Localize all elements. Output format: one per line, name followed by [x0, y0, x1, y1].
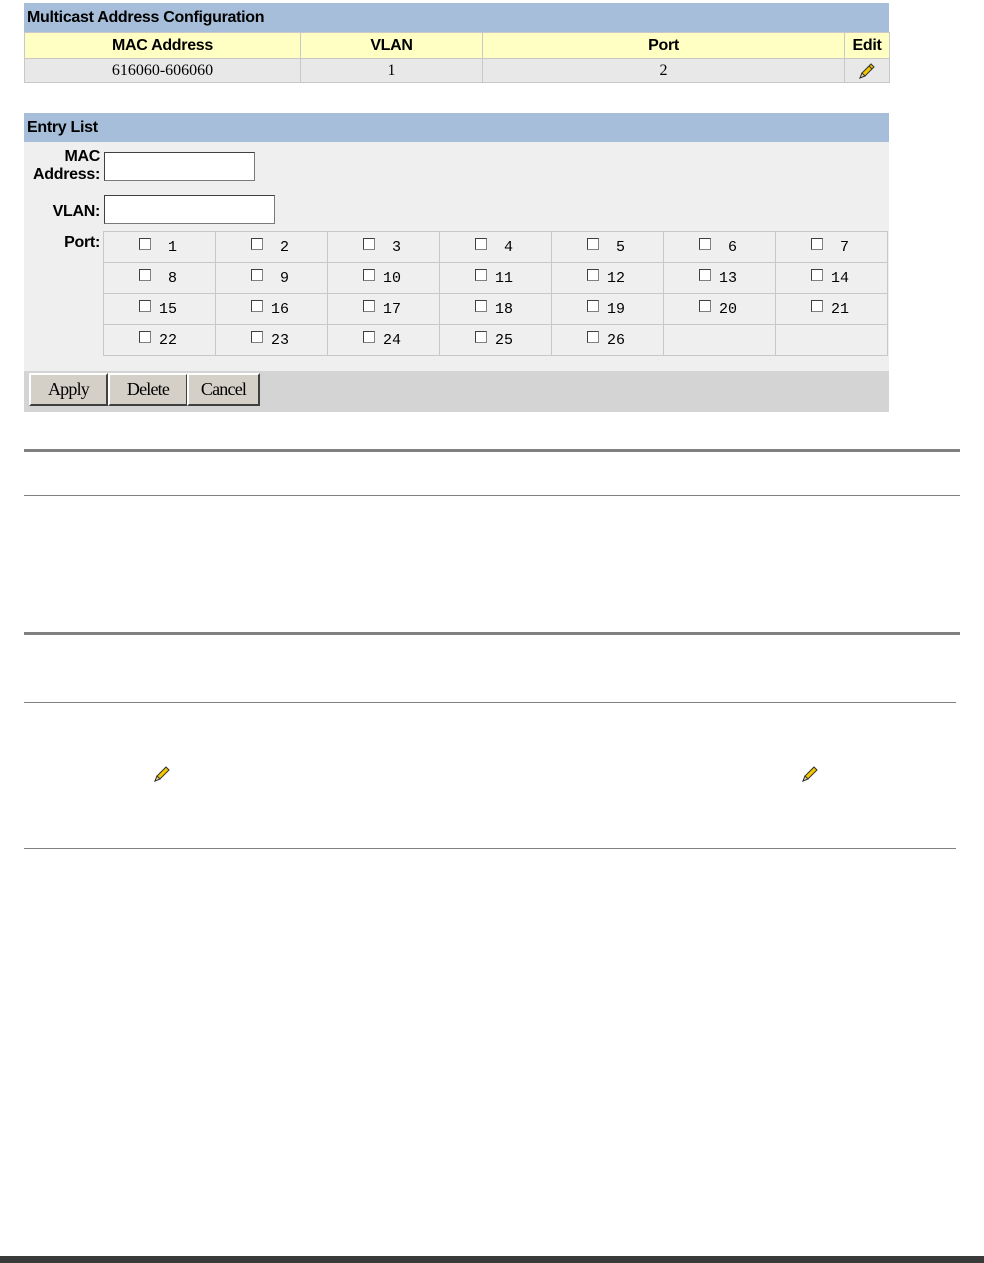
port-cell — [216, 325, 328, 356]
port-number: 15 — [159, 301, 178, 318]
port-cell — [328, 232, 440, 263]
port-number: 17 — [383, 301, 402, 318]
port-number: 21 — [831, 301, 850, 318]
mac-label-line-2: Address: — [33, 166, 100, 183]
port-checkbox[interactable] — [363, 238, 375, 250]
port-checkbox[interactable] — [139, 238, 151, 250]
col-vlan: VLAN — [301, 33, 483, 59]
port-number: 6 — [728, 239, 738, 256]
multicast-table-header — [25, 33, 890, 59]
multicast-config-title: Multicast Address Configuration — [24, 3, 889, 32]
port-number: 1 — [168, 239, 178, 256]
port-row — [104, 294, 888, 325]
entry-list-panel — [24, 113, 889, 412]
apply-button[interactable]: Apply — [29, 373, 108, 406]
port-checkbox[interactable] — [251, 238, 263, 250]
port-checkbox[interactable] — [475, 238, 487, 250]
port-checkbox[interactable] — [699, 238, 711, 250]
port-number: 19 — [607, 301, 626, 318]
port-checkbox[interactable] — [363, 300, 375, 312]
port-cell — [216, 294, 328, 325]
port-cell — [216, 232, 328, 263]
port-cell — [104, 232, 216, 263]
vlan-input[interactable] — [104, 195, 275, 224]
port-cell — [552, 263, 664, 294]
port-cell — [664, 232, 776, 263]
port-label: Port: — [64, 234, 100, 251]
port-number: 7 — [840, 239, 850, 256]
port-checkbox[interactable] — [363, 269, 375, 281]
mac-address-label — [24, 148, 100, 184]
button-bar — [24, 371, 889, 412]
port-checkbox[interactable] — [587, 269, 599, 281]
port-row — [104, 325, 888, 356]
port-checkbox[interactable] — [475, 300, 487, 312]
divider — [24, 848, 956, 849]
cell-mac-address: 616060-606060 — [25, 59, 301, 83]
table-row — [25, 59, 890, 83]
pencil-icon[interactable] — [856, 62, 878, 80]
cancel-button[interactable]: Cancel — [187, 373, 260, 406]
port-grid — [103, 231, 888, 356]
port-number: 4 — [504, 239, 514, 256]
port-cell — [776, 232, 888, 263]
port-number: 25 — [495, 332, 514, 349]
port-number: 9 — [280, 270, 290, 287]
cell-port: 2 — [483, 59, 845, 83]
divider — [24, 495, 960, 496]
port-checkbox[interactable] — [587, 300, 599, 312]
port-cell — [440, 232, 552, 263]
port-number: 14 — [831, 270, 850, 287]
multicast-config-panel — [24, 3, 889, 83]
port-cell — [328, 294, 440, 325]
port-number: 2 — [280, 239, 290, 256]
port-cell-empty — [664, 325, 776, 356]
port-cell — [552, 294, 664, 325]
port-checkbox[interactable] — [587, 331, 599, 343]
port-cell-empty — [776, 325, 888, 356]
divider — [24, 632, 960, 635]
port-number: 10 — [383, 270, 402, 287]
port-checkbox[interactable] — [699, 300, 711, 312]
port-checkbox[interactable] — [251, 269, 263, 281]
divider — [24, 449, 960, 452]
mac-address-input[interactable] — [104, 152, 255, 181]
port-checkbox[interactable] — [475, 269, 487, 281]
port-number: 13 — [719, 270, 738, 287]
port-row — [104, 232, 888, 263]
port-cell — [664, 263, 776, 294]
port-number: 8 — [168, 270, 178, 287]
port-checkbox[interactable] — [251, 331, 263, 343]
port-cell — [104, 263, 216, 294]
port-number: 11 — [495, 270, 514, 287]
port-row — [104, 263, 888, 294]
port-number: 22 — [159, 332, 178, 349]
delete-button[interactable]: Delete — [108, 373, 188, 406]
port-checkbox[interactable] — [139, 300, 151, 312]
divider — [24, 702, 956, 703]
multicast-table — [24, 32, 890, 83]
cell-vlan: 1 — [301, 59, 483, 83]
port-cell — [104, 325, 216, 356]
pencil-icon — [152, 764, 174, 784]
port-number: 24 — [383, 332, 402, 349]
port-number: 23 — [271, 332, 290, 349]
port-cell — [552, 325, 664, 356]
port-cell — [216, 263, 328, 294]
col-mac-address: MAC Address — [25, 33, 301, 59]
entry-list-body — [24, 142, 889, 371]
port-number: 18 — [495, 301, 514, 318]
page-bottom-bar — [0, 1256, 984, 1263]
port-checkbox[interactable] — [139, 331, 151, 343]
port-number: 12 — [607, 270, 626, 287]
port-cell — [104, 294, 216, 325]
mac-label-line-1: MAC — [64, 148, 100, 165]
port-checkbox[interactable] — [139, 269, 151, 281]
port-number: 20 — [719, 301, 738, 318]
port-cell — [440, 294, 552, 325]
port-cell — [776, 294, 888, 325]
port-checkbox[interactable] — [475, 331, 487, 343]
col-port: Port — [483, 33, 845, 59]
port-checkbox[interactable] — [251, 300, 263, 312]
port-checkbox[interactable] — [811, 238, 823, 250]
port-cell — [328, 325, 440, 356]
port-checkbox[interactable] — [363, 331, 375, 343]
vlan-label: VLAN: — [52, 203, 100, 220]
port-cell — [664, 294, 776, 325]
port-number: 3 — [392, 239, 402, 256]
port-checkbox[interactable] — [587, 238, 599, 250]
port-cell — [440, 263, 552, 294]
col-edit: Edit — [845, 33, 890, 59]
port-cell — [328, 263, 440, 294]
port-number: 26 — [607, 332, 626, 349]
port-cell — [552, 232, 664, 263]
cell-edit — [845, 59, 890, 83]
port-checkbox[interactable] — [699, 269, 711, 281]
port-checkbox[interactable] — [811, 300, 823, 312]
port-checkbox[interactable] — [811, 269, 823, 281]
port-number: 5 — [616, 239, 626, 256]
entry-list-title: Entry List — [24, 113, 889, 142]
pencil-icon — [800, 764, 822, 784]
port-cell — [776, 263, 888, 294]
port-number: 16 — [271, 301, 290, 318]
port-cell — [440, 325, 552, 356]
